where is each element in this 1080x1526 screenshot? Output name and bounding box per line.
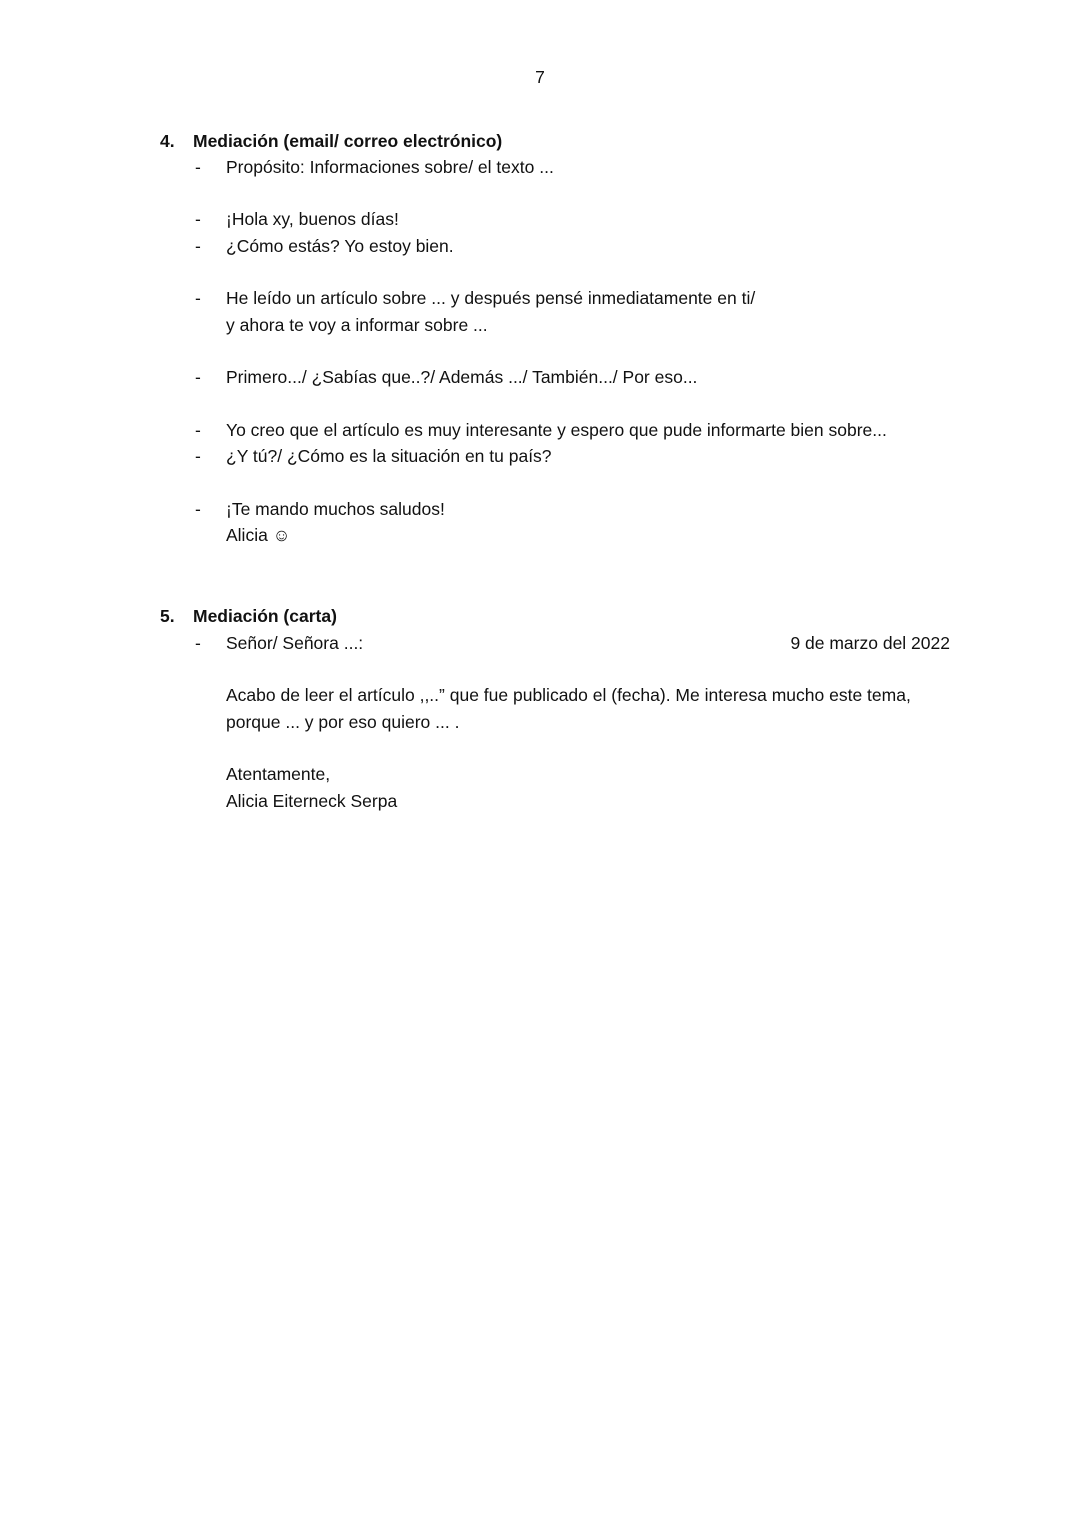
signature-with-smiley-icon: Alicia ☺ bbox=[226, 525, 291, 545]
list-bullet: - bbox=[195, 236, 201, 256]
list-item: ¡Hola xy, buenos días! bbox=[226, 209, 399, 229]
list-item: ¡Te mando muchos saludos! bbox=[226, 499, 445, 519]
letter-body-line: porque ... y por eso quiero ... . bbox=[226, 712, 460, 732]
list-bullet: - bbox=[195, 633, 201, 653]
list-bullet: - bbox=[195, 157, 201, 177]
letter-signature: Alicia Eiterneck Serpa bbox=[226, 791, 398, 811]
page-number: 7 bbox=[535, 67, 545, 87]
list-item: Yo creo que el artículo es muy interesante y espero que pude informarte bien sobre... bbox=[226, 420, 887, 440]
list-item: Primero.../ ¿Sabías que..?/ Además .../ También.../ Por eso... bbox=[226, 367, 698, 387]
list-bullet: - bbox=[195, 499, 201, 519]
section-5-heading: Mediación (carta) bbox=[193, 606, 337, 626]
section-4-heading: Mediación (email/ correo electrónico) bbox=[193, 131, 503, 151]
letter-salutation: Señor/ Señora ...: bbox=[226, 633, 364, 653]
list-item: ¿Cómo estás? Yo estoy bien. bbox=[226, 236, 454, 256]
list-item: He leído un artículo sobre ... y después pensé inmediatamente en ti/ bbox=[226, 288, 756, 308]
list-item: Propósito: Informaciones sobre/ el texto ... bbox=[226, 157, 554, 177]
section-5-number: 5. bbox=[160, 606, 175, 626]
list-bullet: - bbox=[195, 367, 201, 387]
list-bullet: - bbox=[195, 209, 201, 229]
list-bullet: - bbox=[195, 420, 201, 440]
section-4-number: 4. bbox=[160, 131, 175, 151]
list-item: ¿Y tú?/ ¿Cómo es la situación en tu país? bbox=[226, 446, 552, 466]
list-item-continuation: y ahora te voy a informar sobre ... bbox=[226, 315, 488, 335]
letter-body-line: Acabo de leer el artículo ,,..” que fue publicado el (fecha). Me interesa mucho este tema, bbox=[226, 685, 911, 705]
letter-closing: Atentamente, bbox=[226, 764, 331, 784]
list-bullet: - bbox=[195, 288, 201, 308]
letter-date: 9 de marzo del 2022 bbox=[790, 633, 950, 653]
list-bullet: - bbox=[195, 446, 201, 466]
